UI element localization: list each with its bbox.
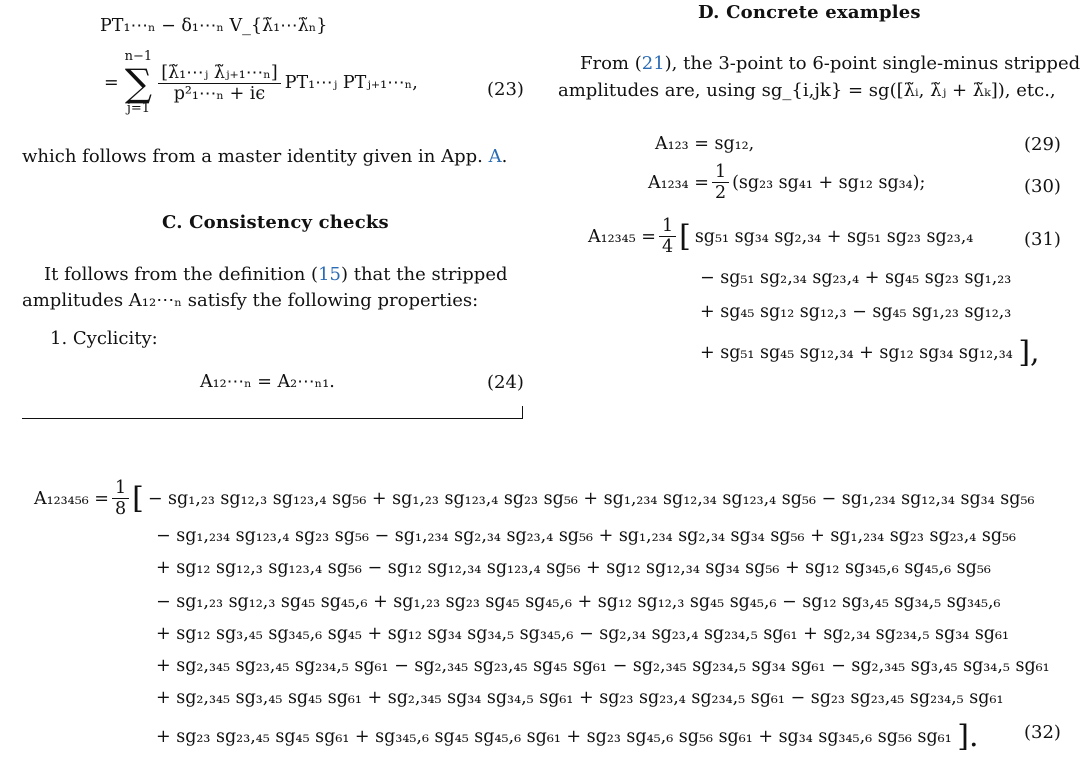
eq31-fraction [659,216,676,257]
eq32-line: − sg₁,₂₃ sg₁₂,₃ sg₄₅ sg₄₅,₆ + sg₁,₂₃ sg₂₃ sg₄₅ sg₄₅,₆ + sg₁₂ sg₁₂,₃ sg₄₅ sg₄₅,₆ − sg₁₂ sg₃,₄₅ sg₃₄,₅ sg₃₄₅,₆ [156,592,1001,612]
consistency-paragraph-line1 [44,264,508,285]
eq31-number: (31) [1024,229,1061,250]
examples-paragraph-line1 [580,53,1080,74]
eq29: A₁₂₃ = sg₁₂, [655,134,755,154]
para-start: From ( [580,53,642,74]
eq32-line: + sg₂,₃₄₅ sg₂₃,₄₅ sg₂₃₄,₅ sg₆₁ − sg₂,₃₄₅ sg₂₃,₄₅ sg₄₅ sg₆₁ − sg₂,₃₄₅ sg₂₃₄,₅ sg₃₄ sg₆₁ − sg₂,₃₄₅ sg₃,₄₅ sg₃₄,₅ sg₆₁ [156,656,1050,676]
eq31-lhs: A₁₂₃₄₅ = [588,226,656,247]
eq29-number: (29) [1024,134,1061,155]
eq32-last-line [156,719,979,754]
eq24-number: (24) [487,372,524,393]
eq30 [648,162,925,203]
eq31-line2: − sg₅₁ sg₂,₃₄ sg₂₃,₄ + sg₄₅ sg₂₃ sg₁,₂₃ [700,268,1012,288]
sum-symbol: ∑ [124,61,153,106]
eq31-line4-wrap [700,335,1040,370]
column-end-rule-tick [522,406,523,419]
examples-paragraph-line2: amplitudes are, using sg_{i,jk} = sg([λ̃ᵢ, λ̃ⱼ + λ̃ₖ]), etc., [558,80,1056,101]
eq30-number: (30) [1024,176,1061,197]
section-d-heading: D. Concrete examples [698,2,921,23]
eq23-frac-num: [λ̃₁⋯ⱼ λ̃ⱼ₊₁⋯ₙ] [158,63,280,84]
eq23-sum-bottom: j=1 [126,101,151,117]
eq31-line4: + sg₅₁ sg₄₅ sg₁₂,₃₄ + sg₁₂ sg₃₄ sg₁₂,₃₄ [700,343,1013,363]
eq32-line: − sg₁,₂₃ sg₁₂,₃ sg₁₂₃,₄ sg₅₆ + sg₁,₂₃ sg₁₂₃,₄ sg₂₃ sg₅₆ + sg₁,₂₃₄ sg₁₂,₃₄ sg₁₂₃,₄ sg₅₆ − sg₁,₂₃₄ sg₁₂,₃₄ sg₃₄ sg₅₆ [147,488,1035,509]
eq31-close: ], [1018,335,1040,370]
eq31-frac-den: 4 [661,237,674,258]
list-item-cyclicity: 1. Cyclicity: [50,328,158,349]
eq23-line1: PT₁⋯ₙ − δ₁⋯ₙ V_{λ̃₁⋯λ̃ₙ} [100,16,328,36]
para-mid: ), the 3-point to 6-point single-minus stripped [664,53,1080,74]
column-end-rule [22,418,523,419]
eq30-frac-num: 1 [712,162,729,183]
eq30-frac-den: 2 [714,183,727,204]
eq30-fraction [712,162,729,203]
para-start: It follows from the definition ( [44,264,319,285]
para-mid: ) that the stripped [340,264,508,285]
eq32-lhs: A₁₂₃₄₅₆ = [34,488,109,509]
eq30-rhs: (sg₂₃ sg₄₁ + sg₁₂ sg₃₄); [732,172,926,193]
master-identity-text: which follows from a master identity given in App. [22,146,483,167]
open-bracket: [ [679,218,691,254]
eq32-close: ]. [957,719,979,754]
eq32-line: + sg₁₂ sg₃,₄₅ sg₃₄₅,₆ sg₄₅ + sg₁₂ sg₃₄ sg₃₄,₅ sg₃₄₅,₆ − sg₂,₃₄ sg₂₃,₄ sg₂₃₄,₅ sg₆₁ + sg₂,₃₄ sg₂₃₄,₅ sg₃₄ sg₆₁ [156,624,1010,644]
eq32-line: − sg₁,₂₃₄ sg₁₂₃,₄ sg₂₃ sg₅₆ − sg₁,₂₃₄ sg₂,₃₄ sg₂₃,₄ sg₅₆ + sg₁,₂₃₄ sg₂,₃₄ sg₃₄ sg₅₆ + sg₁,₂₃₄ sg₂₃ sg₂₃,₄ sg₅₆ [156,526,1017,546]
section-c-heading: C. Consistency checks [162,212,389,233]
eq23-sum-top: n−1 [124,49,153,64]
open-bracket: [ [132,480,144,516]
eq24: A₁₂⋯ₙ = A₂⋯ₙ₁. [200,372,335,392]
eq31-line1: sg₅₁ sg₃₄ sg₂,₃₄ + sg₅₁ sg₂₃ sg₂₃,₄ [694,226,974,247]
eq32-line: + sg₂₃ sg₂₃,₄₅ sg₄₅ sg₆₁ + sg₃₄₅,₆ sg₄₅ sg₄₅,₆ sg₆₁ + sg₂₃ sg₄₅,₆ sg₅₆ sg₆₁ + sg₃₄ sg₃₄₅,₆ sg₅₆ sg₆₁ [156,727,952,747]
eq32-frac-den: 8 [114,499,127,520]
eq31-frac-num: 1 [659,216,676,237]
eq23-number: (23) [487,79,524,100]
eq32-line: + sg₂,₃₄₅ sg₃,₄₅ sg₄₅ sg₆₁ + sg₂,₃₄₅ sg₃₄ sg₃₄,₅ sg₆₁ + sg₂₃ sg₂₃,₄ sg₂₃₄,₅ sg₆₁ − sg₂₃ sg₂₃,₄₅ sg₂₃₄,₅ sg₆₁ [156,688,1004,708]
eq23-sum [125,50,153,117]
master-identity-line: which follows from a master identity given in App. A. [22,146,508,167]
eq30-lhs: A₁₂₃₄ = [648,172,709,193]
eq23-equals: = [104,73,119,94]
eq23-frac-den: p²₁⋯ₙ + iϵ [173,83,266,104]
eq32-fraction [112,478,129,519]
eq31-first-line [588,216,973,257]
ref-15-link[interactable]: 15 [318,264,341,285]
ref-21-link[interactable]: 21 [641,53,665,74]
eq31-line3: + sg₄₅ sg₁₂ sg₁₂,₃ − sg₄₅ sg₁,₂₃ sg₁₂,₃ [700,302,1012,322]
eq23-line2 [104,50,418,117]
eq32-line: + sg₁₂ sg₁₂,₃ sg₁₂₃,₄ sg₅₆ − sg₁₂ sg₁₂,₃₄ sg₁₂₃,₄ sg₅₆ + sg₁₂ sg₁₂,₃₄ sg₃₄ sg₅₆ + sg₁₂ sg₃₄₅,₆ sg₄₅,₆ sg₅₆ [156,558,991,578]
eq23-fraction [158,63,280,104]
appendix-a-link[interactable]: A [488,146,502,167]
eq32-frac-num: 1 [112,478,129,499]
eq23-tail: PT₁⋯ⱼ PTⱼ₊₁⋯ₙ, [284,73,418,94]
eq32-first-line [34,478,1034,519]
eq32-number: (32) [1024,722,1061,743]
consistency-paragraph-line2: amplitudes A₁₂⋯ₙ satisfy the following properties: [22,290,479,311]
